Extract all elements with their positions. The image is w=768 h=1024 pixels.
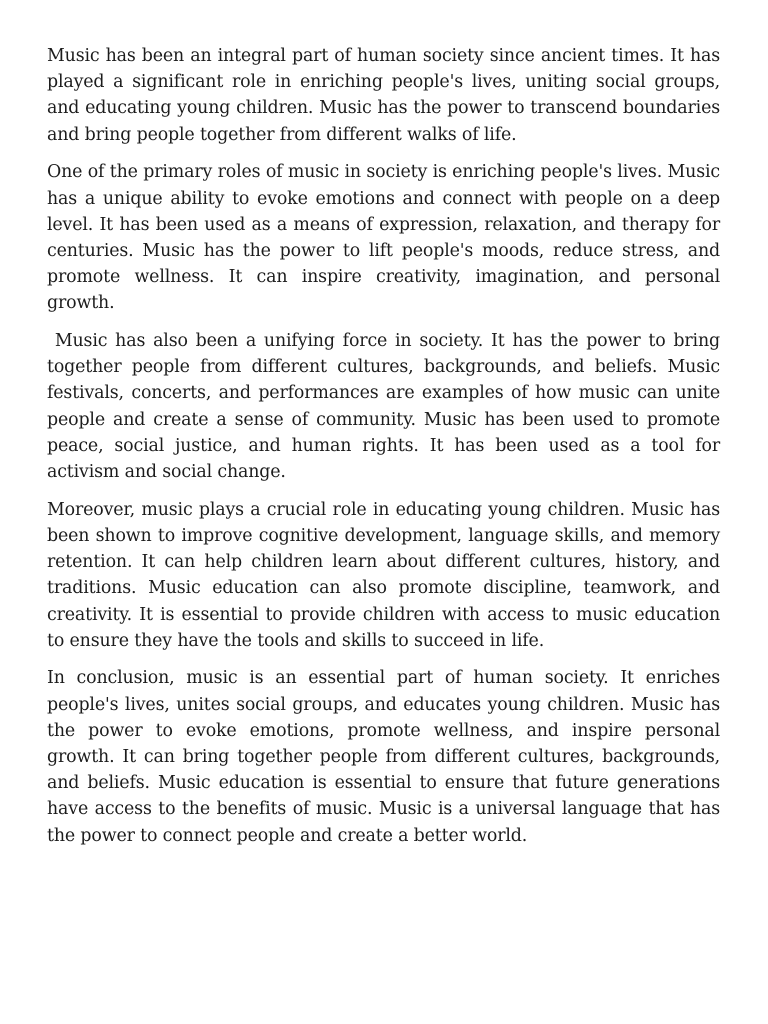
paragraph-conclusion: In conclusion, music is an essential part of human society. It enriches people's lives, unites social groups, and educates young children. Music has the power to evoke emotions, promote wellness, and inspire personal growth. It can bring together people from different cultures, backgrounds, and beliefs. Music education is essential to ensure that future generations have access to the benefits of music. Music is a universal language that has the power to connect people and create a better world. xyxy=(47,668,720,846)
document-page xyxy=(47,43,720,860)
paragraph-enriching-lives: One of the primary roles of music in society is enriching people's lives. Music has a unique ability to evoke emotions and connect with people on a deep level. It has been used as a means of expression, relaxation, and therapy for centuries. Music has the power to lift people's moods, reduce stress, and promote wellness. It can inspire creativity, imagination, and personal growth. xyxy=(47,162,720,314)
paragraph-unifying-force: Music has also been a unifying force in society. It has the power to bring together people from different cultures, backgrounds, and beliefs. Music festivals, concerts, and performances are examples of how music can unite people and create a sense of community. Music has been used to promote peace, social justice, and human rights. It has been used as a tool for activism and social change. xyxy=(47,331,720,483)
paragraph-introduction: Music has been an integral part of human society since ancient times. It has played a significant role in enriching people's lives, uniting social groups, and educating young children. Music has the power to transcend boundaries and bring people together from different walks of life. xyxy=(47,46,720,145)
paragraph-educating-children: Moreover, music plays a crucial role in educating young children. Music has been shown to improve cognitive development, language skills, and memory retention. It can help children learn about different cultures, history, and traditions. Music education can also promote discipline, teamwork, and creativity. It is essential to provide children with access to music education to ensure they have the tools and skills to succeed in life. xyxy=(47,499,720,651)
